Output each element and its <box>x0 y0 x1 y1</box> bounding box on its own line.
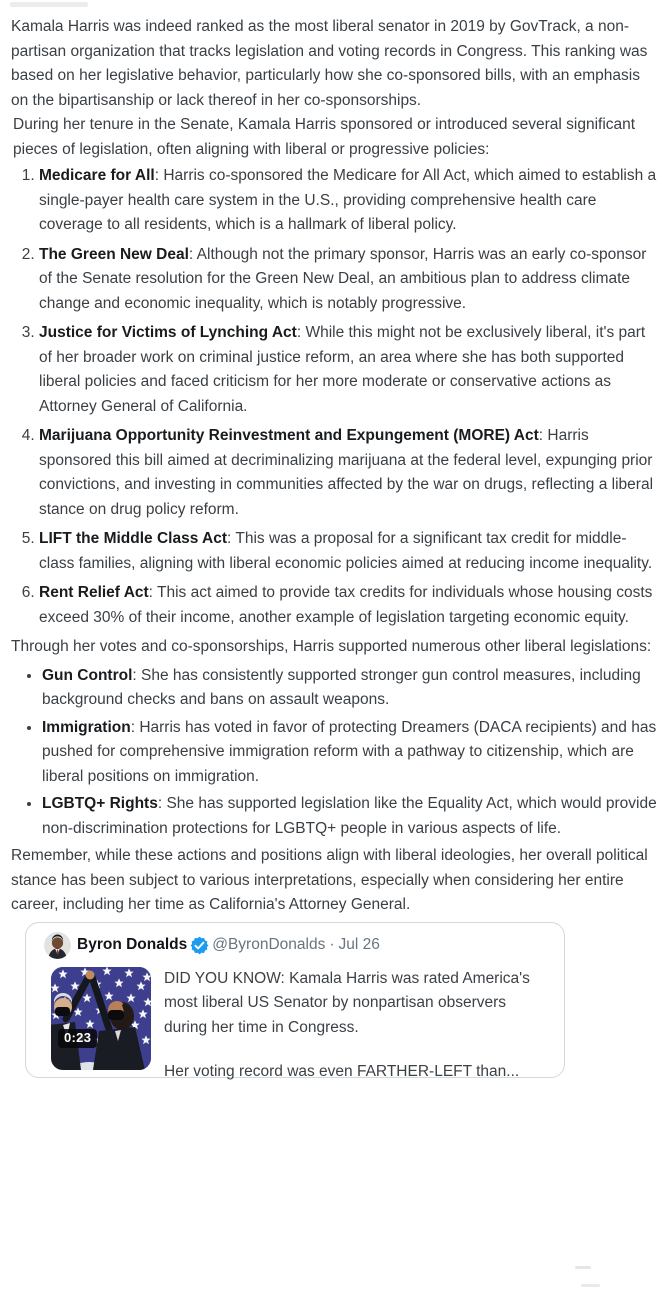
topic-item-title: Immigration <box>42 718 131 736</box>
title-separator: : <box>188 245 197 263</box>
video-thumbnail[interactable] <box>51 967 151 1070</box>
quoted-tweet-header <box>44 932 552 959</box>
avatar-portrait <box>44 932 71 959</box>
legislation-numbered-list <box>11 164 657 630</box>
author-name: Byron Donalds <box>77 935 188 953</box>
legislation-item <box>39 164 657 238</box>
quoted-tweet-text <box>164 967 548 1085</box>
title-separator: : <box>296 324 306 341</box>
tweet-date: Jul 26 <box>338 935 380 953</box>
supported-legislation-intro: Through her votes and co-sponsorships, Harris supported numerous other liberal legislations: <box>11 638 652 655</box>
meta-separator: · <box>329 935 335 953</box>
tweet-text-paragraph: Her voting record was even FARTHER-LEFT than... <box>164 1063 520 1080</box>
title-separator: : <box>538 427 548 444</box>
legislation-item-text: While this might not be exclusively liberal, it's part of her broader work on criminal justice reform, an area where she has both supported liberal policies and faced criticism for her more moderate or conservative actions as Attorney General of California. <box>39 324 646 415</box>
avatar <box>44 932 71 959</box>
legislation-item-text: This act aimed to provide tax credits for individuals whose housing costs exceed 30% of their income, another example of legislation targeting economic equity. <box>39 584 653 626</box>
legislation-item-title: Marijuana Opportunity Reinvestment and Expungement (MORE) Act <box>39 427 539 444</box>
topic-item-title: Gun Control <box>42 666 133 684</box>
video-thumbnail-scene <box>51 967 151 1070</box>
scroll-artifact <box>581 1284 600 1287</box>
quoted-tweet-body <box>44 967 552 1085</box>
topic-item-text: Harris has voted in favor of protecting Dreamers (DACA recipients) and has pushed for comprehensive immigration reform with a pathway to citizenship, which are liberal positions on immigration. <box>42 718 657 785</box>
legislation-item-text: Harris sponsored this bill aimed at decriminalizing marijuana at the federal level, expunging prior convictions, and investing in communities affected by the war on drugs, reflecting a liberal stance on drug policy reform. <box>39 427 654 518</box>
tenure-paragraph: During her tenure in the Senate, Kamala Harris sponsored or introduced several significant pieces of legislation, often aligning with liberal or progressive policies: <box>13 116 636 158</box>
legislation-item-title: LIFT the Middle Class Act <box>39 530 228 547</box>
closing-paragraph: Remember, while these actions and positions align with liberal ideologies, her overall political stance has been subject to various interpretations, especially when considering her entire career, including her time as California's Attorney General. <box>11 847 648 913</box>
legislation-item <box>39 527 657 576</box>
topic-item <box>42 792 657 841</box>
legislation-item-text: This was a proposal for a significant tax credit for middle-class families, aligning with liberal economic policies aimed at reducing income inequality. <box>39 530 653 572</box>
legislation-item <box>39 243 657 317</box>
legislation-item-title: The Green New Deal <box>39 245 189 263</box>
legislation-item-text: Although not the primary sponsor, Harris was an early co-sponsor of the Senate resolution for the Green New Deal, an ambitious plan to address climate change and economic inequality, which is notably progressive. <box>39 245 647 312</box>
legislation-item-title: Justice for Victims of Lynching Act <box>39 324 297 341</box>
topic-item-text: She has consistently supported stronger gun control measures, including background checks and bans on assault weapons. <box>42 666 641 708</box>
video-duration-badge: 0:23 <box>58 1029 97 1048</box>
legislation-item-title: Rent Relief Act <box>39 584 149 601</box>
quoted-tweet-card[interactable] <box>25 922 565 1078</box>
legislation-item <box>39 424 657 522</box>
intro-paragraph: Kamala Harris was indeed ranked as the most liberal senator in 2019 by GovTrack, a non-partisan organization that tracks legislation and voting records in Congress. This ranking was based on her legislative behavior, particularly how she co-sponsored bills, with an emphasis on the bipartisanship or lack thereof in her co-sponsorships. <box>11 18 648 109</box>
title-separator: : <box>132 666 142 684</box>
title-separator: : <box>154 167 164 184</box>
topic-item <box>42 664 657 713</box>
title-separator: : <box>227 530 236 547</box>
title-separator: : <box>157 795 167 812</box>
scroll-artifact <box>575 1266 591 1269</box>
legislation-item <box>39 581 657 630</box>
title-separator: : <box>130 718 140 736</box>
author-meta <box>212 933 380 958</box>
topic-item <box>42 716 657 790</box>
legislation-item-title: Medicare for All <box>39 167 155 184</box>
top-artifact-bar <box>10 2 88 7</box>
verified-badge-icon <box>190 936 209 955</box>
legislation-item-text: Harris co-sponsored the Medicare for All Act, which aimed to establish a single-payer health care system in the U.S., providing comprehensive health care coverage to all residents, which is a hallmark of liberal policy. <box>39 167 657 233</box>
topic-item-title: LGBTQ+ Rights <box>42 795 158 812</box>
supported-topics-bullet-list <box>11 664 657 842</box>
legislation-item <box>39 321 657 419</box>
tweet-text-paragraph: DID YOU KNOW: Kamala Harris was rated America's most liberal US Senator by nonpartisan observers during her time in Congress. <box>164 969 530 1036</box>
title-separator: : <box>148 584 158 601</box>
topic-item-text: She has supported legislation like the Equality Act, which would provide non-discrimination protections for LGBTQ+ people in various aspects of life. <box>42 795 657 837</box>
author-handle: @ByronDonalds <box>212 935 326 953</box>
